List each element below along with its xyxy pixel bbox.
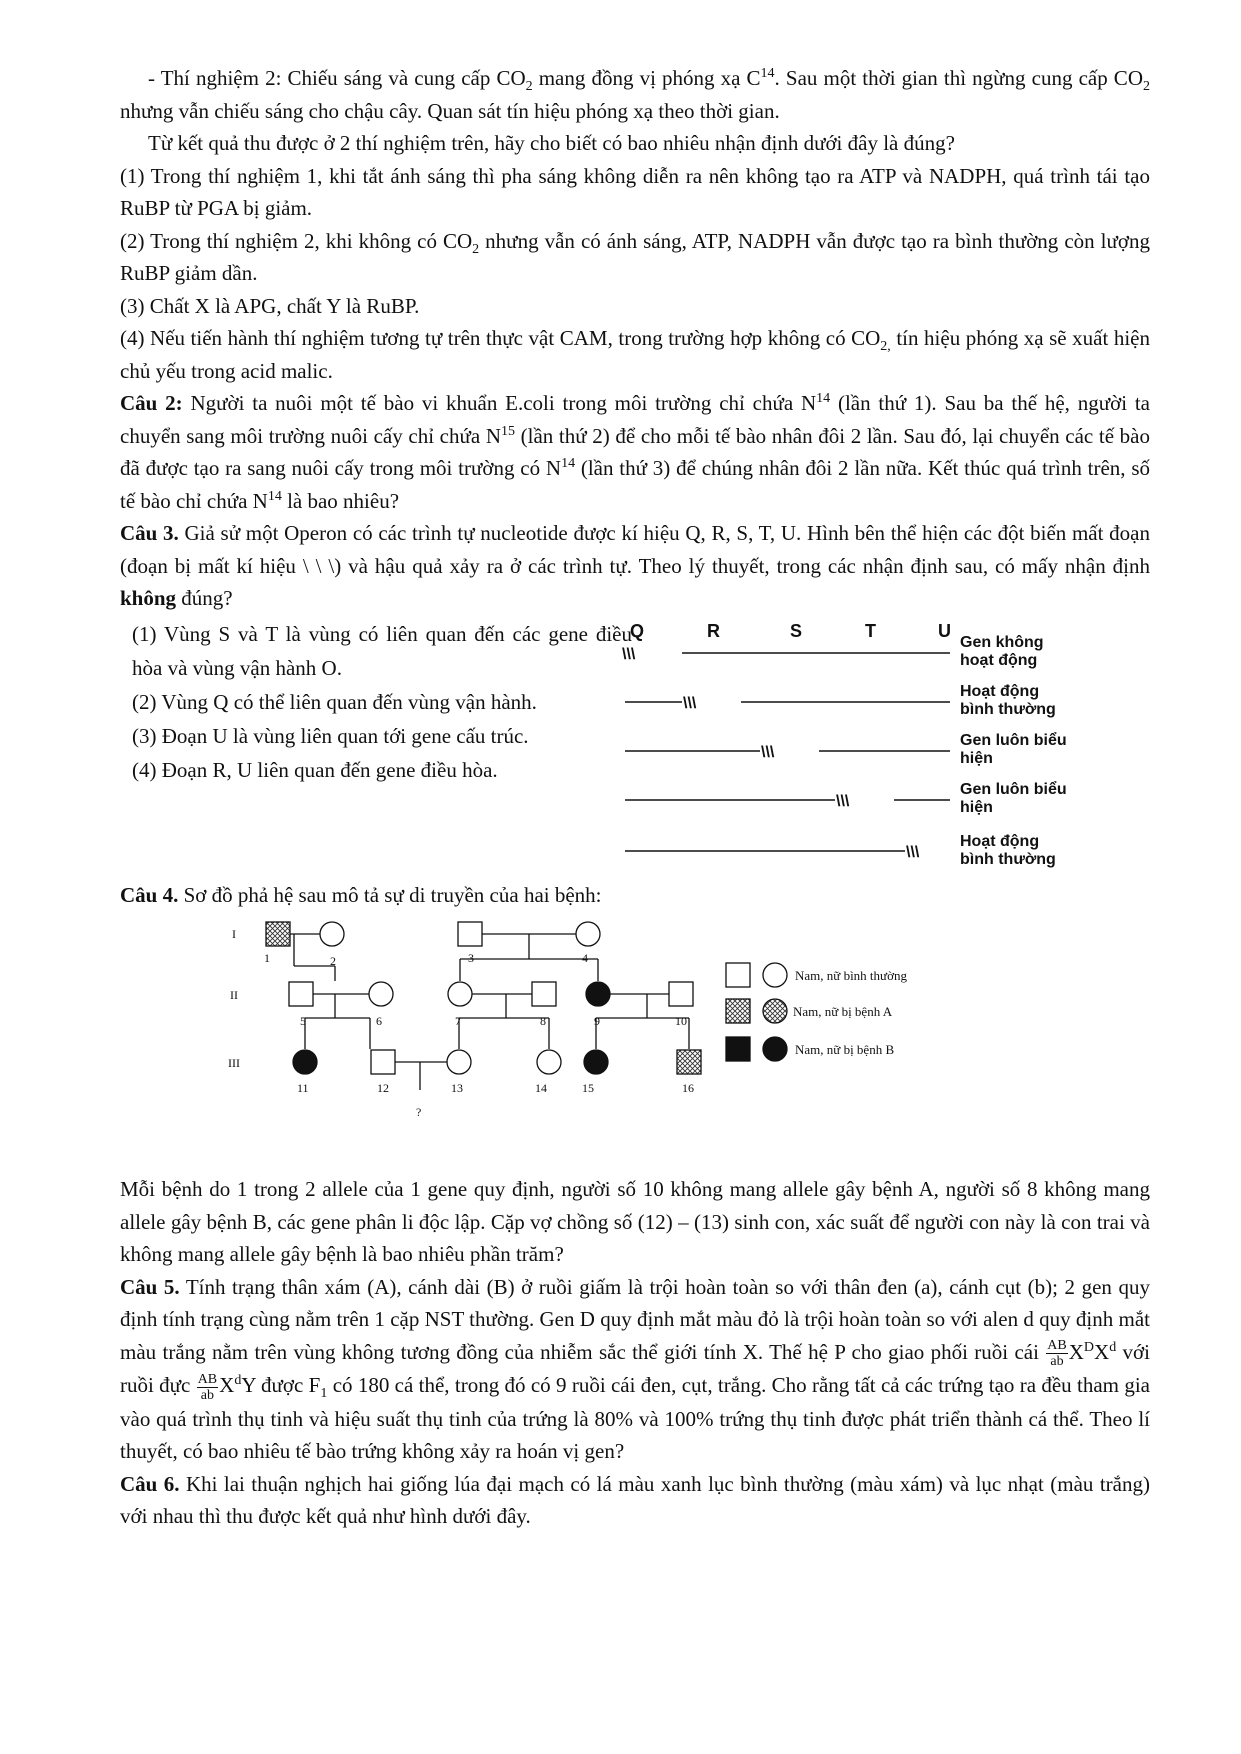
person-9-affected-b-female	[586, 982, 610, 1006]
header-t: T	[865, 620, 876, 641]
generation-label-ii: II	[230, 988, 238, 1002]
pedigree-legend	[726, 963, 907, 1061]
person-number-15: 15	[582, 1081, 594, 1095]
person-number-2: 2	[330, 954, 336, 968]
legend-disease-a-female-symbol	[763, 999, 787, 1023]
person-number-11: 11	[297, 1081, 309, 1095]
deletion-mark-row4: \\\	[836, 792, 850, 810]
person-number-9: 9	[594, 1014, 600, 1028]
person-number-7: 7	[455, 1014, 461, 1028]
deletion-mark-row3: \\\	[761, 743, 775, 761]
deletion-mark-row1: \\\	[622, 645, 636, 663]
result-row4-line2: hiện	[960, 798, 993, 816]
person-number-10: 10	[675, 1014, 687, 1028]
person-15-affected-b-female	[584, 1050, 608, 1074]
deletion-mark-row2: \\\	[683, 694, 697, 712]
question-2: Câu 2: Người ta nuôi một tế bào vi khuẩn E.coli trong môi trường chỉ chứa $N^{14}$ (lần thứ 1). Sau ba thế hệ, người ta chuyển sang môi trường nuôi cấy chỉ chứa $N^{15}$ (lần thứ 2) để cho mỗi tế bào nhân đôi 2 lần. Sau đó, lại chuyển các tế bào đã được tạo ra sang nuôi cấy trong môi trường có $N^{14}$ (lần thứ 3) để chúng nhân đôi 2 lần nữa. Kết thúc quá trình trên, số tế bào chỉ chứa $N^{14}$ là bao nhiêu?	[120, 391, 1150, 513]
header-s: S	[790, 620, 803, 641]
experiment-2-text: - Thí nghiệm 2: Chiếu sáng và cung cấp $CO_2$ mang đồng vị phóng xạ $C^{14}$. Sau một thời gian thì ngừng cung cấp $CO_2$ nhưng vẫn chiếu sáng cho chậu cây. Quan sát tín hiệu phóng xạ theo thời gian.	[120, 66, 1150, 123]
result-row5-line1: Hoạt động	[960, 832, 1040, 850]
document-page	[120, 62, 1150, 1533]
result-row4-line1: Gen luôn biểu	[960, 780, 1067, 798]
person-13-normal-female	[447, 1050, 471, 1074]
person-number-12: 12	[377, 1081, 389, 1095]
person-number-8: 8	[540, 1014, 546, 1028]
pedigree-block	[120, 911, 1150, 1173]
legend-disease-a-male-symbol	[726, 999, 750, 1023]
legend-disease-b-female-symbol	[763, 1037, 787, 1061]
question-1-statement-4: (4) Nếu tiến hành thí nghiệm tương tự trên thực vật CAM, trong trường hợp không có $CO_{2,}$ tín hiệu phóng xạ sẽ xuất hiện chủ yếu trong acid malic.	[120, 326, 1151, 383]
legend-normal-label: Nam, nữ bình thường	[795, 968, 907, 983]
genotype-fraction-male: $\frac{AB}{ab}$	[197, 1371, 218, 1403]
question-5: Câu 5. Tính trạng thân xám (A), cánh dài (B) ở ruồi giấm là trội hoàn toàn so với thân đen (a), cánh cụt (b); 2 gen quy định tính trạng cùng nằm trên 1 cặp NST thường. Gen D quy định mắt màu đỏ là trội hoàn toàn so với alen d quy định mắt màu trắng nằm trên vùng không tương đồng của nhiễm sắc thể giới tính X. Thế hệ P cho giao phối ruồi cái $\frac{AB}{ab}$ $X^DX^d$ với ruồi đực $\frac{AB}{ab}$ $X^dY$ được $F_1$ có 180 cá thể, trong đó có 9 ruồi cái đen, cụt, trắng. Cho rằng tất cả các trứng tạo ra đều tham gia vào quá trình thụ tinh và hiệu suất thụ tinh của trứng là 80% và 100% trứng thụ tinh được phát triển thành cá thể. Theo lí thuyết, có bao nhiêu tế bào trứng không xảy ra hoán vị gen?	[120, 1274, 1150, 1464]
result-row3-line2: hiện	[960, 749, 993, 767]
person-5-normal-male	[289, 982, 313, 1006]
result-row3-line1: Gen luôn biểu	[960, 731, 1067, 749]
result-row2-line2: bình thường	[960, 700, 1056, 718]
question-1-statement-3: (3) Chất X là APG, chất Y là RuBP.	[120, 293, 420, 318]
legend-normal-female-symbol	[763, 963, 787, 987]
result-row1-line1: Gen không	[960, 633, 1044, 651]
question-3-block	[120, 617, 1150, 879]
question-4-prompt: Câu 4. Sơ đồ phả hệ sau mô tả sự di truyền của hai bệnh:	[120, 882, 602, 907]
person-11-affected-b-female	[293, 1050, 317, 1074]
generation-label-iii: III	[228, 1056, 240, 1070]
pedigree-chart	[120, 911, 1150, 1173]
generation-label-i: I	[232, 927, 236, 941]
question-3-statement-4: (4) Đoạn R, U liên quan đến gene điều hòa.	[132, 757, 498, 782]
person-8-normal-male	[532, 982, 556, 1006]
person-4-normal-female	[576, 922, 600, 946]
person-14-normal-female	[537, 1050, 561, 1074]
question-1-statement-1: (1) Trong thí nghiệm 1, khi tắt ánh sáng thì pha sáng không diễn ra nên không tạo ra ATP và NADPH, quá trình tái tạo RuBP từ PGA bị giảm.	[120, 163, 1150, 220]
person-1-affected-a-male	[266, 922, 290, 946]
legend-normal-male-symbol	[726, 963, 750, 987]
person-number-3: 3	[468, 951, 474, 965]
person-number-4: 4	[582, 951, 588, 965]
legend-disease-b-male-symbol	[726, 1037, 750, 1061]
question-3-statements	[132, 617, 632, 787]
person-number-1: 1	[264, 951, 270, 965]
operon-deletion-diagram	[620, 617, 1150, 879]
deletion-mark-row5: \\\	[906, 843, 920, 861]
legend-disease-b-label: Nam, nữ bị bệnh B	[795, 1042, 895, 1057]
question-1-statement-2: (2) Trong thí nghiệm 2, khi không có $CO_2$ nhưng vẫn có ánh sáng, ATP, NADPH vẫn được tạo ra bình thường còn lượng RuBP giảm dần.	[120, 228, 1150, 285]
header-q: Q	[630, 620, 645, 641]
question-1-prompt: Từ kết quả thu được ở 2 thí nghiệm trên, hãy cho biết có bao nhiêu nhận định dưới đây là đúng?	[148, 131, 955, 155]
person-16-affected-a-male	[677, 1050, 701, 1074]
header-u: U	[938, 620, 951, 641]
result-row2-line1: Hoạt động	[960, 682, 1040, 700]
result-row5-line2: bình thường	[960, 850, 1056, 868]
genotype-fraction-female: $\frac{AB}{ab}$	[1047, 1338, 1067, 1370]
question-3-statement-3: (3) Đoạn U là vùng liên quan tới gene cấu trúc.	[132, 723, 529, 748]
person-2-normal-female	[320, 922, 344, 946]
person-10-normal-male	[669, 982, 693, 1006]
person-number-6: 6	[376, 1014, 382, 1028]
person-6-normal-female	[369, 982, 393, 1006]
person-number-5: 5	[300, 1014, 306, 1028]
person-12-normal-male	[371, 1050, 395, 1074]
pedigree-lines	[278, 934, 689, 1090]
person-number-16: 16	[682, 1081, 694, 1095]
unknown-child-mark: ?	[416, 1105, 422, 1119]
person-number-13: 13	[451, 1081, 463, 1095]
result-row1-line2: hoạt động	[960, 651, 1038, 669]
header-r: R	[707, 620, 720, 641]
question-3-statement-2: (2) Vùng Q có thể liên quan đến vùng vận hành.	[132, 689, 537, 714]
legend-disease-a-label: Nam, nữ bị bệnh A	[793, 1004, 893, 1019]
person-number-14: 14	[535, 1081, 547, 1095]
question-6: Câu 6. Khi lai thuận nghịch hai giống lúa đại mạch có lá màu xanh lục bình thường (màu xám) và lục nhạt (màu trắng) với nhau thì thu được kết quả như hình dưới đây.	[120, 1471, 1150, 1529]
question-3-prompt: Câu 3. Giả sử một Operon có các trình tự nucleotide được kí hiệu Q, R, S, T, U. Hình bên thể hiện các đột biến mất đoạn (đoạn bị mất kí hiệu \ \ \) và hậu quả xảy ra ở các trình tự. Theo lý thuyết, trong các nhận định sau, có mấy nhận định không đúng?	[120, 521, 1150, 610]
person-7-normal-female	[448, 982, 472, 1006]
question-4-text: Mỗi bệnh do 1 trong 2 allele của 1 gene quy định, người số 10 không mang allele gây bệnh A, người số 8 không mang allele gây bệnh B, các gene phân li độc lập. Cặp vợ chồng số (12) – (13) sinh con, xác suất để người con này là con trai và không mang allele gây bệnh là bao nhiêu phần trăm?	[120, 1177, 1150, 1266]
person-3-normal-male	[458, 922, 482, 946]
question-3-statement-1: (1) Vùng S và T là vùng có liên quan đến các gene điều hòa và vùng vận hành O.	[132, 621, 632, 680]
